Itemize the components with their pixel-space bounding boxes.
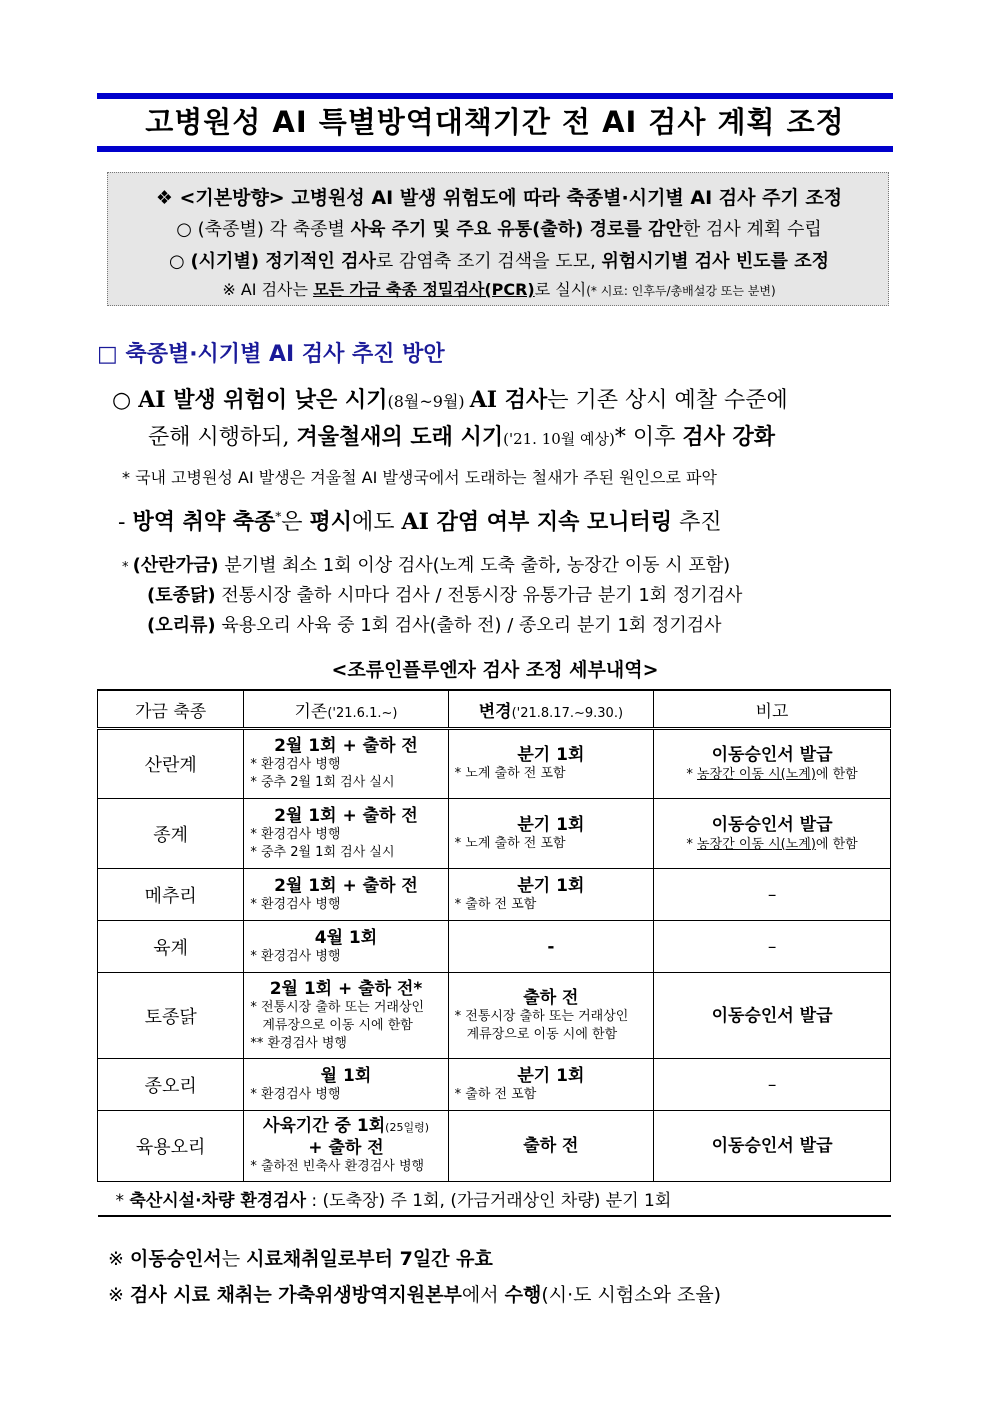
new-main: 분기 1회: [517, 875, 585, 896]
header-text: 변경: [478, 701, 512, 722]
note-main: 이동승인서 발급: [711, 745, 833, 765]
text: ※: [108, 1284, 130, 1306]
text-emphasis: (토종닭): [147, 585, 216, 606]
text-emphasis: 겨울철새의 도래 시기: [296, 424, 504, 450]
old-sub: * 환경검사 병행: [250, 826, 341, 842]
old-sub: * 환경검사 병행: [250, 757, 341, 772]
new-sub: * 노계 출하 전 포함: [454, 766, 566, 781]
text-emphasis: 평시: [309, 509, 353, 535]
text-emphasis: 위험시기별 검사 빈도를 조정: [601, 251, 829, 272]
text: 에 한함: [815, 836, 858, 852]
old-cell: [244, 1059, 448, 1111]
bullet: -: [118, 510, 133, 535]
header-text: 기존: [294, 701, 328, 722]
text-small: (* 시료: 인후두/총배설강 또는 분변): [586, 284, 776, 298]
old-sub: ** 환경검사 병행: [250, 1035, 347, 1051]
text-underlined: 농장간 이동 시(노계): [697, 767, 816, 782]
new-sub: * 노계 출하 전 포함: [454, 835, 566, 851]
old-main: 월 1회: [320, 1065, 372, 1086]
text: 에서: [461, 1284, 505, 1306]
text: *: [686, 767, 698, 782]
species-cell: 종오리: [98, 1059, 244, 1111]
section-heading: □ 축종별·시기별 AI 검사 추진 방안: [97, 342, 445, 367]
paragraph-1-line-1: [112, 383, 788, 414]
old-main: [244, 1116, 447, 1138]
table-header-row: [98, 690, 891, 729]
new-sub: * 출하 전 포함: [454, 896, 537, 912]
species-cell: 토종닭: [98, 973, 244, 1059]
note-cell: –: [654, 921, 891, 973]
note-sub: [654, 766, 890, 784]
table-row: [98, 1059, 891, 1111]
paragraph-1-line-2: [148, 420, 775, 451]
note-main: 이동승인서 발급: [711, 814, 833, 835]
text: *: [686, 836, 698, 852]
text: 분기별 최소 1회 이상 검사(노계 도축 출하, 농장간 이동 시 포함): [218, 555, 731, 576]
page-title: 고병원성 AI 특별방역대책기간 전 AI 검사 계획 조정: [145, 105, 845, 139]
old-cell: [244, 921, 448, 973]
note-cell: [654, 729, 891, 799]
text-emphasis: 방역 취약 축종: [132, 509, 276, 535]
text: 준해 시행하되,: [148, 425, 297, 450]
text-emphasis: (산란가금): [132, 555, 219, 576]
new-sub: * 전통시장 출하 또는 거래상인: [454, 1008, 629, 1024]
basic-direction-period: [108, 247, 890, 273]
note-sub: [654, 836, 890, 854]
text: 추진: [672, 510, 722, 535]
bullet: ○: [112, 388, 139, 413]
note-2-native-chicken: [147, 581, 742, 607]
text-emphasis: 축산시설·차량 환경검사: [129, 1191, 307, 1211]
text-underlined: 농장간 이동 시(노계): [697, 836, 816, 852]
old-sub: * 환경검사 병행: [250, 948, 341, 964]
note-cell: 이동승인서 발급: [654, 973, 891, 1059]
old-main: 2월 1회 + 출하 전*: [269, 978, 423, 999]
text-emphasis: AI 검사: [469, 387, 548, 413]
header-date: ('21.8.17.~9.30.): [511, 705, 624, 721]
text: 한 검사 계획 수립: [682, 219, 822, 240]
text: (시·도 시험소와 조율): [541, 1284, 722, 1306]
new-cell: [448, 799, 654, 869]
text-emphasis: 모든 가금 축종 정밀검사(PCR): [313, 280, 535, 299]
text: ○: [169, 251, 191, 272]
new-main: 출하 전: [523, 987, 579, 1008]
note-2-laying: [122, 551, 730, 577]
new-cell: [448, 869, 654, 921]
note-cell: [654, 799, 891, 869]
text-emphasis: 검사 시료 채취는: [129, 1284, 279, 1306]
table-footer: [98, 1182, 891, 1217]
text-emphasis: 이동승인서: [129, 1248, 222, 1270]
text: 로 실시: [534, 280, 587, 299]
text: 는 기존 상시 예찰 수준에: [547, 388, 788, 413]
table-row: [98, 1111, 891, 1182]
table-row: [98, 799, 891, 869]
new-main: 분기 1회: [517, 1065, 585, 1086]
note-cell: 이동승인서 발급: [654, 1111, 891, 1182]
new-main: 분기 1회: [517, 745, 585, 765]
old-main: 4월 1회: [314, 927, 378, 948]
old-sub: 계류장으로 이동 시에 한함: [262, 1017, 413, 1033]
new-cell: [448, 729, 654, 799]
new-sub: 계류장으로 이동 시에 한함: [466, 1026, 618, 1042]
note-2-duck: [147, 611, 722, 637]
old-sub: * 전통시장 출하 또는 거래상인: [250, 999, 425, 1015]
text-emphasis: AI 발생 위험이 낮은 시기: [138, 387, 388, 413]
footnote-mark: *: [275, 509, 282, 524]
text-emphasis: 검사 강화: [682, 424, 776, 450]
header-species: 가금 축종: [98, 690, 244, 729]
new-sub: * 출하 전 포함: [454, 1086, 537, 1102]
text-emphasis: (오리류): [147, 615, 216, 636]
text: * 이후: [614, 425, 683, 450]
new-cell: [448, 1059, 654, 1111]
old-sub: * 환경검사 병행: [250, 896, 341, 912]
text: ※: [108, 1248, 130, 1270]
basic-direction-heading: ❖ <기본방향> 고병원성 AI 발생 위험도에 따라 축종별·시기별 AI 검사 주기 조정: [155, 187, 843, 209]
species-cell: 메추리: [98, 869, 244, 921]
old-main: 2월 1회 + 출하 전: [274, 875, 418, 896]
old-main: 2월 1회 + 출하 전: [274, 736, 418, 756]
old-cell: [244, 729, 448, 799]
new-cell: 출하 전: [448, 1111, 654, 1182]
note-cell: –: [654, 1059, 891, 1111]
old-sub: * 출하전 빈축사 환경검사 병행: [250, 1159, 425, 1174]
old-main: + 출하 전: [308, 1138, 384, 1158]
table-footer-row: [98, 1182, 891, 1217]
text-small: ('21. 10월 예상): [503, 430, 615, 448]
old-cell: [244, 869, 448, 921]
text-emphasis: AI 감염 여부 지속 모니터링: [401, 509, 673, 535]
note-1: * 국내 고병원성 AI 발생은 겨울철 AI 발생국에서 도래하는 철새가 주된 원인으로 파악: [122, 468, 717, 487]
text: ※ AI 검사는: [222, 280, 314, 299]
new-cell: -: [448, 921, 654, 973]
new-cell: [448, 973, 654, 1059]
table-row: [98, 973, 891, 1059]
paragraph-2: [118, 505, 722, 536]
old-sub: * 환경검사 병행: [250, 1086, 341, 1102]
text-emphasis: 가축위생방역지원본부: [278, 1284, 462, 1306]
final-note-2: [108, 1280, 721, 1307]
header-old: [244, 690, 448, 729]
text: 전통시장 출하 시마다 검사 / 전통시장 유통가금 분기 1회 정기검사: [215, 585, 743, 606]
text: 사육기간 중 1회: [262, 1116, 386, 1136]
table-caption: <조류인플루엔자 검사 조정 세부내역>: [331, 659, 659, 681]
old-cell: [244, 1111, 448, 1182]
text: *: [115, 1191, 130, 1211]
old-sub: * 중추 2월 1회 검사 실시: [250, 775, 395, 790]
text: 는: [221, 1248, 247, 1270]
final-note-1: [108, 1244, 493, 1271]
species-cell: 육용오리: [98, 1111, 244, 1182]
old-cell: [244, 799, 448, 869]
text: 에도: [352, 510, 402, 535]
text: : (도축장) 주 1회, (가금거래상인 차량) 분기 1회: [306, 1191, 672, 1211]
text-emphasis: (시기별) 정기적인 검사: [190, 251, 376, 272]
text-small: (8월~9월): [387, 392, 470, 411]
species-cell: 산란계: [98, 729, 244, 799]
text-emphasis: 수행: [504, 1284, 542, 1306]
text-emphasis: 시료채취일로부터 7일간 유효: [246, 1248, 493, 1270]
text: 에 한함: [815, 767, 858, 782]
species-cell: 육계: [98, 921, 244, 973]
old-main: 2월 1회 + 출하 전: [274, 805, 418, 826]
text-emphasis: 사육 주기 및 주요 유통(출하) 경로를 감안: [350, 219, 683, 240]
new-main: 분기 1회: [517, 814, 585, 835]
footnote-mark: *: [122, 560, 133, 575]
header-new: [448, 690, 654, 729]
table-row: [98, 921, 891, 973]
old-sub: * 중추 2월 1회 검사 실시: [250, 844, 395, 860]
basic-direction-box: [107, 172, 889, 306]
header-note: 비고: [654, 690, 891, 729]
basic-direction-note: [108, 277, 890, 300]
text: ○ (축종별) 각 축종별: [176, 219, 351, 240]
table-row: [98, 869, 891, 921]
old-cell: [244, 973, 448, 1059]
text: 로 감염축 조기 검색을 도모,: [375, 251, 602, 272]
note-cell: –: [654, 869, 891, 921]
species-cell: 종계: [98, 799, 244, 869]
header-date: ('21.6.1.~): [327, 705, 398, 721]
text: 은: [281, 510, 310, 535]
title-bottom-rule: [97, 146, 893, 152]
inspection-table: [97, 689, 891, 1217]
basic-direction-species: [108, 215, 890, 241]
text-small: (25일령): [385, 1121, 429, 1134]
text: 육용오리 사육 중 1회 검사(출하 전) / 종오리 분기 1회 정기검사: [215, 615, 722, 636]
table-row: [98, 729, 891, 799]
